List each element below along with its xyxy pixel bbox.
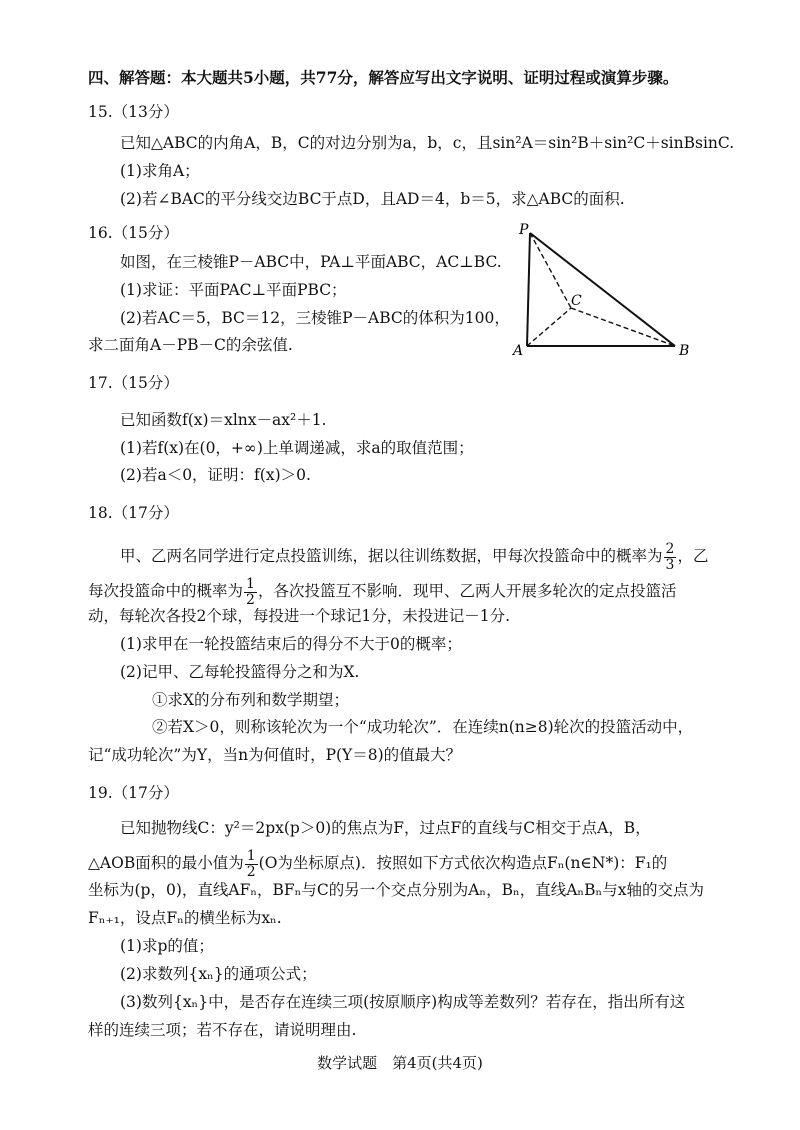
problem-18-part-2: (2)记甲、乙每轮投篮得分之和为X.	[120, 663, 360, 681]
problem-17-text: 已知函数f(x)＝xlnx－ax²＋1.	[120, 411, 327, 429]
problem-19-part-3: (3)数列{xₙ}中，是否存在连续三项(按原顺序)构成等差数列？若存在，指出所有这	[120, 993, 686, 1011]
fraction-two-thirds: $\frac{2}{3}$	[665, 540, 675, 573]
problem-18-line-1b: ，乙	[677, 547, 709, 565]
fraction-one-half: $\frac{1}{2}$	[246, 575, 255, 608]
problem-15-heading: 15.（13分）	[88, 103, 179, 121]
tetrahedron-figure	[505, 218, 705, 363]
problem-18-line-2a: 每次投篮命中的概率为	[88, 582, 244, 600]
edge-PC	[530, 233, 571, 308]
label-C: C	[571, 293, 582, 309]
edge-PA	[527, 233, 530, 346]
problem-15-part-1: (1)求角A；	[120, 162, 200, 180]
problem-17-part-1: (1)若f(x)在(0，+∞)上单调递减，求a的取值范围；	[120, 439, 474, 457]
problem-19-line-2a: △AOB面积的最小值为	[88, 854, 244, 872]
problem-19-part-3-cont: 样的连续三项；若不存在，请说明理由.	[88, 1021, 357, 1039]
problem-19-line-4: Fₙ₊₁，设点Fₙ的横坐标为xₙ.	[88, 909, 282, 927]
problem-18-line-1a: 甲、乙两名同学进行定点投篮训练，据以往训练数据，甲每次投篮命中的概率为	[120, 547, 663, 565]
problem-17-heading: 17.（15分）	[88, 374, 179, 392]
section-header: 四、解答题：本大题共5小题，共77分，解答应写出文字说明、证明过程或演算步骤。	[88, 68, 679, 87]
problem-15-text: 已知△ABC的内角A，B，C的对边分别为a，b，c，且sin²A＝sin²B＋sin²C＋sinBsinC.	[120, 134, 735, 152]
problem-18-sub-2: ②若X＞0，则称该轮次为一个“成功轮次”．在连续n(n≥8)轮次的投篮活动中，	[152, 718, 694, 736]
fraction-one-half-19: $\frac{1}{2}$	[246, 847, 256, 880]
problem-18-heading: 18.（17分）	[88, 504, 179, 522]
problem-18-line-2b: ，各次投篮互不影响．现甲、乙两人开展多轮次的定点投篮活	[257, 582, 677, 600]
label-B: B	[679, 343, 690, 359]
problem-19-line-1: 已知抛物线C：y²＝2px(p＞0)的焦点为F，过点F的直线与C相交于点A，B，	[120, 819, 651, 837]
edge-AC	[527, 308, 571, 346]
problem-18-line-1	[120, 539, 708, 573]
problem-19-heading: 19.（17分）	[88, 784, 179, 802]
problem-18-sub-1: ①求X的分布列和数学期望；	[152, 691, 350, 709]
problem-18-sub-2-cont: 记“成功轮次”为Y，当n为何值时，P(Y＝8)的值最大？	[88, 746, 462, 764]
problem-19-line-3: 坐标为(p，0)，直线AFₙ，BFₙ与C的另一个交点分别为Aₙ，Bₙ，直线AₙBₙ与x轴的交点为	[88, 881, 704, 899]
problem-16-heading: 16.（15分）	[88, 224, 179, 242]
label-P: P	[519, 222, 529, 238]
problem-15-part-2: (2)若∠BAC的平分线交边BC于点D，且AD＝4，b＝5，求△ABC的面积.	[120, 190, 625, 208]
page-footer: 数学试题 第4页(共4页)	[317, 1054, 483, 1072]
problem-18-part-1: (1)求甲在一轮投篮结束后的得分不大于0的概率；	[120, 635, 462, 653]
edge-BC	[571, 308, 675, 346]
problem-16-text: 如图，在三棱锥P－ABC中，PA⊥平面ABC，AC⊥BC.	[120, 253, 502, 271]
problem-16-part-2: (2)若AC＝5，BC＝12，三棱锥P－ABC的体积为100，	[120, 309, 510, 327]
problem-19-part-1: (1)求p的值；	[120, 937, 214, 955]
problem-18-line-3: 动，每轮次各投2个球，每投进一个球记1分，未投进记－1分.	[88, 607, 511, 625]
label-A: A	[513, 343, 524, 359]
edge-PB	[530, 233, 675, 346]
problem-16-part-2-cont: 求二面角A－PB－C的余弦值.	[88, 336, 293, 354]
problem-17-part-2: (2)若a＜0，证明：f(x)＞0.	[120, 466, 311, 484]
problem-19-line-2b: (O为坐标原点)．按照如下方式依次构造点Fₙ(n∈N*)：F₁的	[258, 854, 668, 872]
problem-19-line-2	[88, 846, 667, 880]
problem-19-part-2: (2)求数列{xₙ}的通项公式；	[120, 965, 317, 983]
problem-16-part-1: (1)求证：平面PAC⊥平面PBC；	[120, 281, 347, 299]
problem-18-line-2	[88, 574, 676, 608]
